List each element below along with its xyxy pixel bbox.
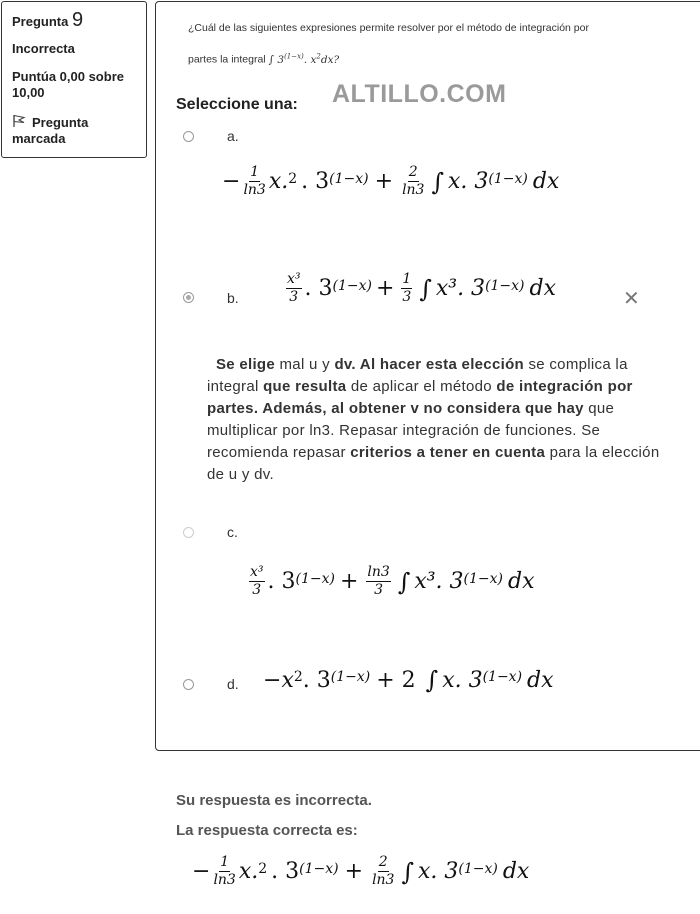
- option-a-formula[interactable]: − $\frac{1}{\ln 3}$ x. $^2$ . 3 $^{(1-x)}$ + $\frac{2}{\ln 3}$ ∫ x. 3 $^{(1-x)}$ dx: [222, 164, 560, 198]
- flag-icon: [12, 114, 26, 128]
- fraction: $\frac{2}{\ln 3}$: [372, 854, 395, 888]
- question-number-value: 9: [71, 9, 84, 31]
- flag-question-link[interactable]: [12, 114, 136, 147]
- select-one-prompt: Seleccione una:: [176, 96, 298, 113]
- option-c-formula[interactable]: $\frac{\text{x³}}{3}$ . 3 $^{(1-x)}$ + $\frac{\ln 3}{3}$ ∫ x³. 3 $^{(1-x)}$ dx: [250, 564, 535, 598]
- option-d-letter: d.: [227, 676, 239, 692]
- option-b-formula[interactable]: $\frac{\text{x³}}{3}$ . 3 $^{(1-x)}$ + $\frac{1}{3}$ ∫ x³. 3 $^{(1-x)}$ dx: [287, 271, 557, 305]
- question-grade: Puntúa 0,00 sobre 10,00: [12, 69, 124, 100]
- question-text-line1: ¿Cuál de las siguientes expresiones permite resolver por el método de integración por: [188, 22, 589, 34]
- fraction: $\frac{\text{x³}}{3}$: [287, 271, 301, 305]
- question-text-prefix: partes la integral: [188, 53, 266, 66]
- option-b-letter: b.: [227, 290, 239, 306]
- question-number: [12, 9, 136, 32]
- option-a-letter: a.: [227, 128, 239, 144]
- x-mark-icon: ✕: [623, 288, 640, 310]
- question-info-box: [1, 1, 147, 158]
- fraction: $\frac{1}{\ln 3}$: [213, 854, 236, 888]
- radio-option-a[interactable]: [183, 131, 194, 142]
- correct-answer-label: La respuesta correcta es:: [176, 822, 358, 839]
- question-text: [188, 21, 658, 67]
- flag-label: Pregunta marcada: [12, 115, 89, 146]
- fraction: $\frac{\text{x³}}{3}$: [250, 564, 264, 598]
- radio-option-c[interactable]: [183, 527, 194, 538]
- question-integral: ∫ $3^{(1-x)}$. $x^2dx$?: [268, 52, 340, 66]
- radio-option-d[interactable]: [183, 679, 194, 690]
- fraction: $\frac{2}{\ln 3}$: [402, 164, 425, 198]
- question-word: Pregunta: [12, 14, 69, 29]
- radio-option-b[interactable]: [183, 292, 194, 303]
- option-feedback: Se elige mal u y dv. Al hacer esta elección se complica la integral que resulta de aplicar el método de integración por partes. Además, al obtener v no considera que hay que multiplicar por ln3. Repasar integración de funciones. Se recomienda repasar criterios a tener en cuenta para la elección de u y dv.: [207, 356, 660, 483]
- fraction: $\frac{\ln 3}{3}$: [367, 564, 390, 598]
- fraction: $\frac{1}{3}$: [402, 271, 412, 305]
- question-status: Incorrecta: [12, 41, 75, 56]
- option-d-formula[interactable]: − x $^2$ . 3 $^{(1-x)}$ + 2 ∫ x. 3 $^{(1-x)}$ dx: [263, 666, 554, 694]
- correct-answer-formula: − $\frac{1}{\ln 3}$ x. $^2$ . 3 $^{(1-x)}$ + $\frac{2}{\ln 3}$ ∫ x. 3 $^{(1-x)}$ dx: [192, 854, 530, 888]
- watermark: ALTILLO.COM: [332, 80, 507, 108]
- incorrect-message: Su respuesta es incorrecta.: [176, 792, 372, 809]
- option-c-letter: c.: [227, 524, 238, 540]
- fraction: $\frac{1}{\ln 3}$: [243, 164, 266, 198]
- question-text-line2: [188, 49, 658, 67]
